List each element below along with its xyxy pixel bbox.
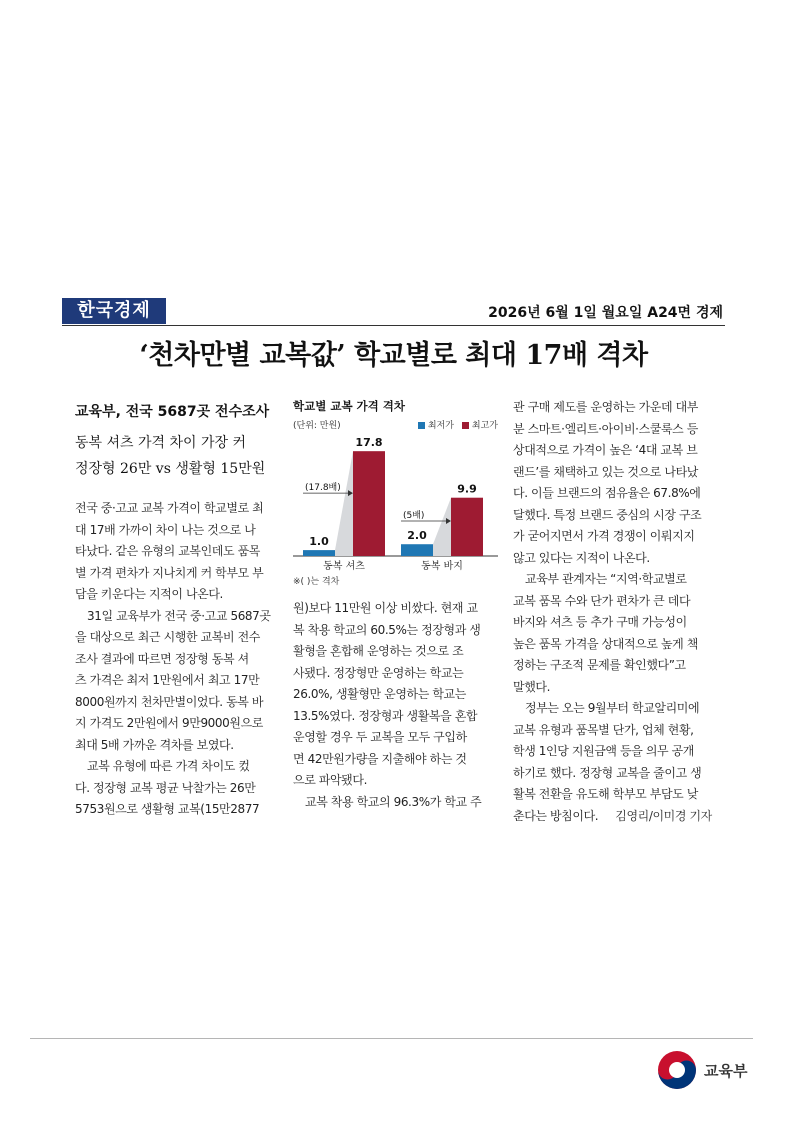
body-line: 별 가격 편차가 지나치게 커 학부모 부 [75,565,264,580]
body-line: 정부는 오는 9월부터 학교알리미에 [525,701,700,715]
body-text: 춘다는 방침이다. [513,808,599,823]
body-line: 31일 교육부가 전국 중·고교 5687곳 [87,608,271,623]
body-line: 으로 파악됐다. [293,773,367,787]
body-line: 교복 유형에 따른 가격 차이도 컸 [87,759,250,773]
body-line: 츠 가격은 최저 1만원에서 최고 17만 [75,673,260,687]
body-line: 대 17배 가까이 차이 나는 것으로 나 [75,522,256,537]
price-gap-chart [293,398,498,590]
category-label: 동복 바지 [421,561,463,572]
legend-label: 최고가 [471,421,498,431]
body-line: 최대 5배 가까운 격차를 보였다. [75,737,234,752]
body-line: 26.0%, 생활형만 운영하는 학교는 [293,687,466,701]
dateline: 2026년 6월 1일 월요일 A24면 경제 [488,305,723,321]
body-line: 타났다. 같은 유형의 교복인데도 품목 [75,544,260,558]
subhead-line: 동복 셔츠 가격 차이 가장 커 [75,435,247,451]
body-line: 8000원까지 천차만별이었다. 동복 바 [75,694,264,709]
body-line: 면 42만원가량을 지출해야 하는 것 [293,751,467,766]
gap-wedge [433,498,451,556]
bar-min [401,544,433,556]
body-line: 랜드’를 채택하고 있는 것으로 나타났 [513,464,698,479]
chart-unit: (단위: 만원) [293,421,341,431]
body-line: 다. 정장형 교복 평균 낙찰가는 26만 [75,780,256,795]
body-line: 5753원으로 생활형 교복(15만2877 [75,802,260,816]
body-line: 교육부 관계자는 “지역·학교별로 [525,572,687,586]
subhead-secondary [75,430,265,482]
body-line: 분 스마트·엘리트·아이비·스쿨룩스 등 [513,421,698,436]
body-line: 운영할 경우 두 교복을 모두 구입하 [293,730,467,744]
gap-ratio-label: (5배) [403,511,425,522]
body-line: 다. 이들 브랜드의 점유율은 67.8%에 [513,486,701,500]
bar-min [303,550,335,556]
body-line: 전국 중·고교 교복 가격이 학교별로 최 [75,501,264,515]
body-line: 복 착용 학교의 60.5%는 정장형과 생 [293,622,481,637]
bar-max [353,451,385,556]
body-line: 담을 키운다는 지적이 나온다. [75,587,223,601]
article-column-2 [293,598,498,813]
ministry-logo-text: 교육부 [704,1062,748,1080]
body-line: 사됐다. 정장형만 운영하는 학교는 [293,665,464,680]
body-line: 정하는 구조적 문제를 확인했다”고 [513,658,686,672]
bar-min-value-label: 1.0 [309,535,329,549]
subhead-line: 정장형 26만 vs 생활형 15만원 [75,461,266,477]
body-line: 않고 있다는 지적이 나온다. [513,550,650,565]
bar-max [451,498,483,556]
footer-rule [30,1038,753,1039]
body-line: 조사 결과에 따르면 정장형 동복 셔 [75,651,249,666]
article-headline: ‘천차만별 교복값’ 학교별로 최대 17배 격차 [139,340,648,371]
subhead-primary: 교육부, 전국 5687곳 전수조사 [75,404,270,420]
body-line: 하기로 했다. 정장형 교복을 줄이고 생 [513,765,702,780]
body-line: 가 굳어지면서 가격 경쟁이 이뤄지지 [513,529,695,543]
chart-note: ※( )는 격차 [293,577,340,587]
body-line: 원)보다 11만원 이상 비쌌다. 현재 교 [293,601,478,615]
article-column-1 [75,498,275,821]
chart-plot [293,428,498,578]
body-line: 활형을 혼합해 운영하는 것으로 조 [293,644,464,658]
newspaper-masthead: 한국경제 [62,298,166,324]
body-line: 활복 전환을 유도해 학부모 부담도 낮 [513,787,698,801]
legend-label: 최저가 [427,421,454,431]
body-line: 13.5%였다. 정장형과 생활복을 혼합 [293,708,478,723]
body-line: 달했다. 특정 브랜드 중심의 시장 구조 [513,507,702,522]
bar-max-value-label: 17.8 [355,436,383,450]
body-line: 상대적으로 가격이 높은 ‘4대 교복 브 [513,443,698,457]
body-line: 말했다. [513,679,550,694]
body-line: 관 구매 제도를 운영하는 가운데 대부 [513,400,698,414]
taegeuk-logo-icon [657,1050,697,1090]
article-column-3 [513,397,723,827]
gap-ratio-label: (17.8배) [305,483,341,494]
body-line: 을 대상으로 최근 시행한 교복비 전수 [75,630,260,644]
byline: 김영리/이미경 기자 [615,808,712,823]
body-line [513,806,723,828]
body-line: 바지와 셔츠 등 추가 구매 가능성이 [513,615,687,629]
body-line: 학생 1인당 지원금액 등을 의무 공개 [513,744,694,758]
body-line: 교복 유형과 품목별 단가, 업체 현황, [513,722,694,737]
bar-min-value-label: 2.0 [407,529,427,543]
body-line: 지 가격도 2만원에서 9만9000원으로 [75,716,263,730]
body-line: 교복 착용 학교의 96.3%가 학교 주 [305,794,482,809]
chart-title: 학교별 교복 가격 격차 [293,399,405,413]
body-line: 높은 품목 가격을 상대적으로 높게 책 [513,636,698,651]
bar-max-value-label: 9.9 [457,482,477,496]
header-rule [62,325,725,326]
category-label: 동복 셔츠 [323,561,365,572]
body-line: 교복 품목 수와 단가 편차가 큰 데다 [513,593,691,608]
gap-wedge [335,451,353,556]
